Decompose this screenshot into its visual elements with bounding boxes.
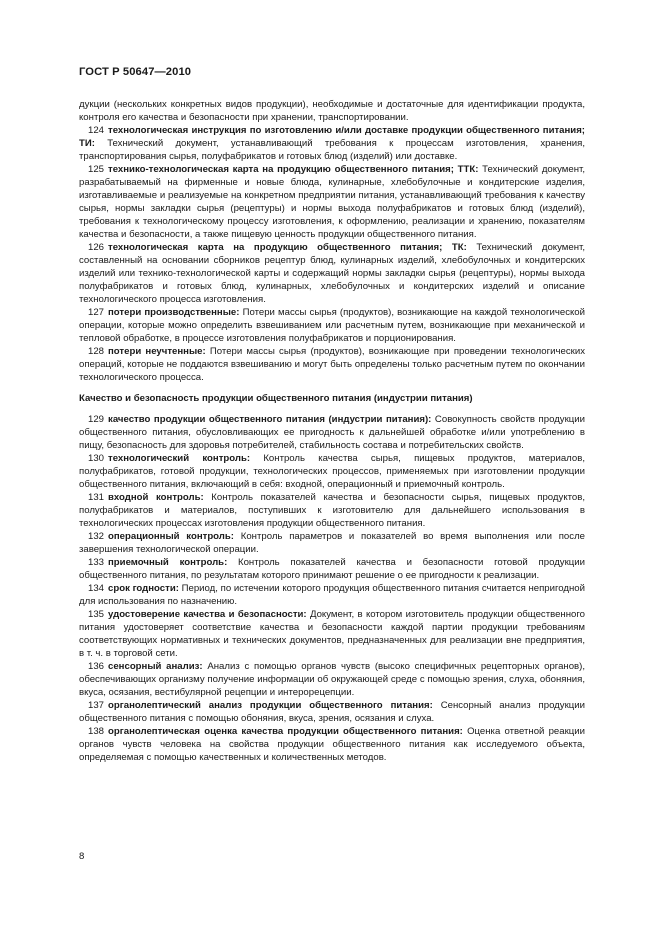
term-definition: Технический документ, разрабатываемый на фирменные и новые блюда, кулинарные, хлебобулочные и кондитерские изделия, изготавливаемые и реализуемые на конкретном предприятии питания, устанавливающий требования к качеству сырья, нормы закладки сырья (рецептуры) и нормы выхода полуфабрикатов и готовых блюд (изделий), требования к технологическому процессу изготовления, к оформлению, реализации и хранению, показателям качества и безопасности, а также пищевую ценность продукции общественного питания. bbox=[79, 164, 585, 240]
term-entry-136 bbox=[79, 660, 585, 699]
term-number: 128 bbox=[88, 346, 105, 357]
term-number: 125 bbox=[88, 164, 105, 175]
term-name: потери производственные: bbox=[108, 307, 240, 318]
term-entry-132 bbox=[79, 530, 585, 556]
term-definition: Потери массы сырья (продуктов), возникающие на каждой технологической операции, которые можно определить взвешиванием или расчетным путем, возникающие при механической и тепловой обработке, в процессе изготовления полуфабрикатов и порционирования. bbox=[79, 307, 586, 344]
term-number: 124 bbox=[88, 125, 105, 136]
document-body bbox=[79, 98, 585, 764]
term-entry-128 bbox=[79, 345, 585, 384]
term-name: входной контроль: bbox=[108, 492, 204, 503]
term-entry-125 bbox=[79, 163, 585, 241]
term-definition: Технический документ, составленный на основании сборников рецептур блюд, кулинарных изделий, хлебобулочных и кондитерских изделий или технико-технологической карты и содержащий нормы закладки сырья (рецептуры), нормы выхода полуфабрикатов и готовых блюд, кулинарных, хлебобулочных и кондитерских изделий и описание технологического процесса изготовления. bbox=[79, 242, 585, 305]
term-definition: Потери массы сырья (продуктов), возникающие при проведении технологических операций, которые не поддаются взвешиванию и могут быть определены только расчетным путем по окончании технологического процесса. bbox=[79, 346, 585, 383]
term-number: 126 bbox=[88, 242, 105, 253]
term-definition: Документ, в котором изготовитель продукции общественного питания удостоверяет соответствие качества и безопасности каждой партии продукции требованиям соответствующих нормативных и технических документов, предназначенных для реализации вне предприятия, в т. ч. в торговой сети. bbox=[79, 609, 585, 659]
term-name: технологическая карта на продукцию общественного питания; ТК: bbox=[108, 242, 467, 253]
term-definition: Оценка ответной реакции органов чувств человека на свойства продукции общественного питания как исследуемого объекта, определяемая с помощью качественных и количественных методов. bbox=[79, 726, 585, 763]
term-entry-127 bbox=[79, 306, 585, 345]
continuation-paragraph: дукции (нескольких конкретных видов продукции), необходимые и достаточные для идентификации продукта, контроля его качества и безопасности при хранении, транспортировании. bbox=[79, 99, 585, 123]
term-number: 131 bbox=[88, 492, 105, 503]
term-number: 133 bbox=[88, 557, 105, 568]
term-number: 135 bbox=[88, 609, 105, 620]
term-name: технологический контроль: bbox=[108, 453, 251, 464]
term-entry-131 bbox=[79, 491, 585, 530]
term-entry-134 bbox=[79, 582, 585, 608]
term-entry-126 bbox=[79, 241, 585, 306]
term-name: технико-технологическая карта на продукцию общественного питания; ТТК: bbox=[108, 164, 479, 175]
term-name: сенсорный анализ: bbox=[108, 661, 203, 672]
term-name: органолептический анализ продукции общественного питания: bbox=[108, 700, 433, 711]
term-number: 134 bbox=[88, 583, 105, 594]
term-number: 127 bbox=[88, 307, 105, 318]
term-definition: Контроль показателей качества и безопасности готовой продукции общественного питания, по результатам которого принимают решение о ее пригодности к реализации. bbox=[79, 557, 585, 581]
term-entry-130 bbox=[79, 452, 585, 491]
term-definition: Период, по истечении которого продукция общественного питания считается непригодной для использования по назначению. bbox=[79, 583, 586, 607]
term-number: 137 bbox=[88, 700, 105, 711]
term-entry-133 bbox=[79, 556, 585, 582]
document-header: ГОСТ Р 50647—2010 bbox=[79, 66, 192, 78]
entries-list-a bbox=[79, 124, 585, 384]
term-definition: Контроль качества сырья, пищевых продуктов, материалов, полуфабрикатов, готовой продукции, технологических процессов, применяемых при изготовлении продукции общественного питания, включающий в себя: входной, операционный и приемочный контроль. bbox=[79, 453, 585, 490]
term-definition: Контроль параметров и показателей во время выполнения или после завершения технологической операции. bbox=[79, 531, 585, 555]
term-number: 129 bbox=[88, 414, 105, 425]
term-name: срок годности: bbox=[108, 583, 179, 594]
term-number: 136 bbox=[88, 661, 105, 672]
term-name: потери неучтенные: bbox=[108, 346, 206, 357]
term-name: удостоверение качества и безопасности: bbox=[108, 609, 307, 620]
term-entry-135 bbox=[79, 608, 585, 660]
term-entry-137 bbox=[79, 699, 585, 725]
term-number: 132 bbox=[88, 531, 105, 542]
term-name: операционный контроль: bbox=[108, 531, 234, 542]
page-number: 8 bbox=[79, 851, 85, 862]
term-number: 130 bbox=[88, 453, 105, 464]
term-definition: Сенсорный анализ продукции общественного питания с помощью обоняния, вкуса, зрения, осязания и слуха. bbox=[79, 700, 585, 724]
term-definition: Совокупность свойств продукции общественного питания, обусловливающих ее пригодность к дальнейшей обработке и/или употреблению в пищу, безопасность для здоровья потребителей, стабильность состава и потребительских свойств. bbox=[79, 414, 586, 451]
term-number: 138 bbox=[88, 726, 105, 737]
term-entry-129 bbox=[79, 413, 585, 452]
term-definition: Технический документ, устанавливающий требования к процессам изготовления, хранения, транспортирования сырья, полуфабрикатов и готовых блюд (изделий) или доставке. bbox=[79, 138, 585, 162]
term-name: органолептическая оценка качества продукции общественного питания: bbox=[108, 726, 463, 737]
term-name: технологическая инструкция по изготовлению и/или доставке продукции общественного питания; ТИ: bbox=[79, 125, 585, 149]
section-title: Качество и безопасность продукции общественного питания (индустрии питания) bbox=[79, 393, 473, 404]
term-definition: Анализ с помощью органов чувств (высоко специфичных рецепторных органов), обеспечивающих организму получение информации об окружающей среде с помощью зрения, слуха, обоняния, вкуса, осязания, вестибулярной рецепции и интерорецепции. bbox=[79, 661, 586, 698]
term-definition: Контроль показателей качества и безопасности сырья, пищевых продуктов, полуфабрикатов и материалов, поступивших к изготовителю для дальнейшего использования в технологических процессах изготовления продукции общественного питания. bbox=[79, 492, 586, 529]
term-entry-138 bbox=[79, 725, 585, 764]
entries-list-b bbox=[79, 413, 585, 764]
term-entry-124 bbox=[79, 124, 585, 163]
term-name: приемочный контроль: bbox=[108, 557, 228, 568]
term-name: качество продукции общественного питания (индустрии питания): bbox=[108, 414, 432, 425]
